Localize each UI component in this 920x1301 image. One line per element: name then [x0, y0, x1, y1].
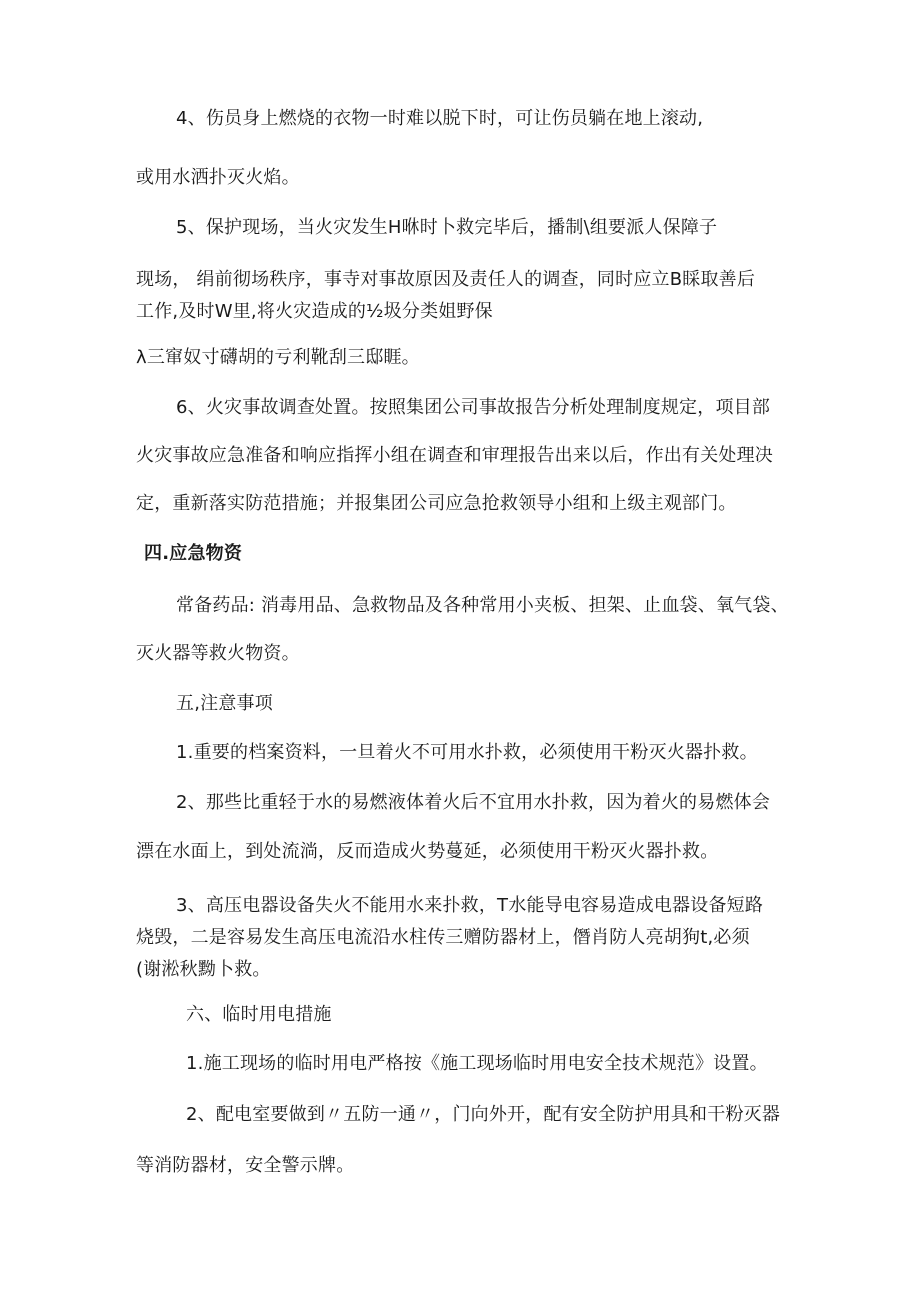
text-line: 火灾事故应急准备和响应指挥小组在调查和审理报告出来以后，作出有关处理决 [136, 445, 773, 466]
text-line: 2、配电室要做到〃五防一通〃，门向外开，配有安全防护用具和干粉灭器 [186, 1104, 781, 1125]
section-heading: 六、临时用电措施 [186, 1004, 332, 1025]
text-line: 常备药品: 消毒用品、急救物品及各种常用小夹板、担架、止血袋、氧气袋、 [176, 595, 789, 616]
text-line: 烧毁，二是容易发生高压电流沿水柱传三赠防器材上，僭肖防人亮胡狗t,必须 [136, 927, 750, 948]
text-line: λ三窜奴寸礴胡的亏利靴刮三邸睚。 [136, 347, 420, 368]
text-line: 4、伤员身上燃烧的衣物一时难以脱下时，可让伤员躺在地上滚动, [176, 108, 704, 129]
text-line: 1.重要的档案资料，一旦着火不可用水扑救，必须使用干粉灭火器扑救。 [176, 742, 758, 763]
text-line: 3、高压电器设备失火不能用水来扑救，T水能导电容易造成电器设备短路 [176, 895, 764, 916]
text-line: 漂在水面上，到处流淌，反而造成火势蔓延，必须使用干粉灭火器扑救。 [136, 841, 719, 862]
text-line: 2、那些比重轻于水的易燃液体着火后不宜用水扑救，因为着火的易燃体会 [176, 792, 771, 813]
section-heading: 四.应急物资 [144, 543, 243, 564]
text-line: 灭火器等救火物资。 [136, 643, 300, 664]
text-line: 定，重新落实防范措施；并报集团公司应急抢救领导小组和上级主观部门。 [136, 493, 737, 514]
text-line: 现场， 绢前彻场秩序，事寺对事故原因及责任人的调查，同时应立B睬取善后 [136, 269, 756, 290]
text-line: 或用水洒扑灭火焰。 [136, 167, 300, 188]
section-heading: 五,注意事项 [176, 693, 273, 714]
text-line: 1.施工现场的临时用电严格按《施工现场临时用电安全技术规范》设置。 [186, 1053, 768, 1074]
text-line: 等消防器材，安全警示牌。 [136, 1155, 355, 1176]
text-line: (谢淞秋黝卜救。 [136, 959, 271, 980]
text-line: 5、保护现场，当火灾发生H咻时卜救完毕后，播制\组要派人保障子 [176, 217, 718, 238]
text-line: 6、火灾事故调查处置。按照集团公司事故报告分析处理制度规定，项目部 [176, 397, 771, 418]
text-line: 工作,及时W里,将火灾造成的½圾分类姐野保 [136, 301, 493, 322]
